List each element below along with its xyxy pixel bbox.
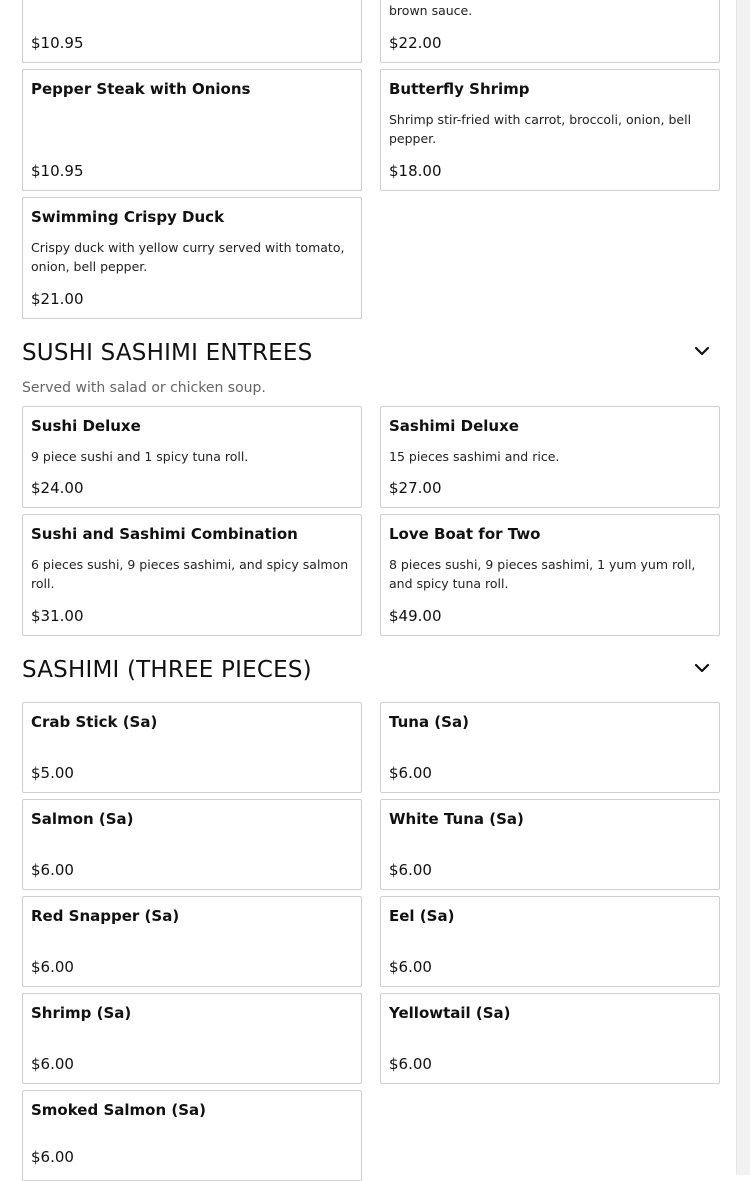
menu-item-price: $6.00 [31, 958, 74, 976]
menu-item-card[interactable] [380, 406, 720, 508]
menu-item-card[interactable] [380, 896, 720, 987]
menu-item-card[interactable] [380, 69, 720, 191]
menu-item-card[interactable] [380, 514, 720, 636]
menu-item-price: $18.00 [389, 162, 442, 180]
menu-item-name: Sushi Deluxe [31, 417, 141, 435]
menu-item-name: Crab Stick (Sa) [31, 713, 158, 731]
menu-item-price: $6.00 [389, 1055, 432, 1073]
menu-item-card[interactable] [22, 0, 362, 63]
menu-item-name: Red Snapper (Sa) [31, 907, 180, 925]
menu-item-card[interactable] [22, 197, 362, 319]
menu-item-description: Shrimp stir-fried with carrot, broccoli, onion, bell pepper. [389, 112, 692, 146]
scrollbar-track[interactable] [736, 0, 750, 1175]
menu-item-name: Swimming Crispy Duck [31, 208, 225, 226]
section-title: SASHIMI (THREE PIECES) [22, 657, 312, 683]
menu-item-description: 9 piece sushi and 1 spicy tuna roll. [31, 449, 249, 464]
menu-item-card[interactable] [22, 514, 362, 636]
section-subtitle: Served with salad or chicken soup. [22, 380, 266, 396]
menu-item-price: $27.00 [389, 479, 442, 497]
menu-item-description: 8 pieces sushi, 9 pieces sashimi, 1 yum yum roll, and spicy tuna roll. [389, 557, 696, 591]
menu-item-price: $5.00 [31, 764, 74, 782]
menu-item-price: $49.00 [389, 607, 442, 625]
menu-item-name: Butterfly Shrimp [389, 80, 530, 98]
menu-item-price: $6.00 [389, 958, 432, 976]
menu-item-name: Yellowtail (Sa) [389, 1004, 511, 1022]
menu-item-description: brown sauce. [389, 3, 473, 18]
menu-item-name: Sushi and Sashimi Combination [31, 525, 298, 543]
menu-item-name: Tuna (Sa) [389, 713, 469, 731]
menu-item-name: White Tuna (Sa) [389, 810, 524, 828]
menu-item-price: $6.00 [31, 1148, 74, 1166]
menu-item-name: Sashimi Deluxe [389, 417, 519, 435]
chevron-down-icon[interactable] [694, 345, 710, 357]
menu-item-description: Crispy duck with yellow curry served with tomato, onion, bell pepper. [31, 240, 345, 274]
menu-item-card[interactable] [22, 1090, 362, 1181]
menu-item-name: Love Boat for Two [389, 525, 541, 543]
menu-item-price: $31.00 [31, 607, 84, 625]
menu-item-card[interactable] [380, 993, 720, 1084]
menu-item-price: $6.00 [389, 861, 432, 879]
menu-item-name: Smoked Salmon (Sa) [31, 1101, 206, 1119]
menu-item-price: $10.95 [31, 162, 84, 180]
menu-item-card[interactable] [380, 799, 720, 890]
menu-item-card[interactable] [22, 896, 362, 987]
menu-item-description: 6 pieces sushi, 9 pieces sashimi, and spicy salmon roll. [31, 557, 349, 591]
menu-item-name: Pepper Steak with Onions [31, 80, 251, 98]
menu-item-price: $10.95 [31, 34, 84, 52]
menu-item-card[interactable] [22, 799, 362, 890]
menu-item-card[interactable] [22, 69, 362, 191]
menu-item-name: Eel (Sa) [389, 907, 455, 925]
section-title: SUSHI SASHIMI ENTREES [22, 340, 313, 366]
menu-item-price: $22.00 [389, 34, 442, 52]
menu-item-price: $24.00 [31, 479, 84, 497]
menu-item-name: Salmon (Sa) [31, 810, 134, 828]
menu-item-card[interactable] [22, 993, 362, 1084]
menu-item-price: $6.00 [31, 861, 74, 879]
menu-item-card[interactable] [380, 702, 720, 793]
menu-item-price: $6.00 [31, 1055, 74, 1073]
menu-item-price: $6.00 [389, 764, 432, 782]
menu-item-price: $21.00 [31, 290, 84, 308]
menu-item-name: Shrimp (Sa) [31, 1004, 132, 1022]
menu-item-card[interactable] [380, 0, 720, 63]
chevron-down-icon[interactable] [694, 662, 710, 674]
menu-item-card[interactable] [22, 406, 362, 508]
menu-item-card[interactable] [22, 702, 362, 793]
menu-item-description: 15 pieces sashimi and rice. [389, 449, 560, 464]
